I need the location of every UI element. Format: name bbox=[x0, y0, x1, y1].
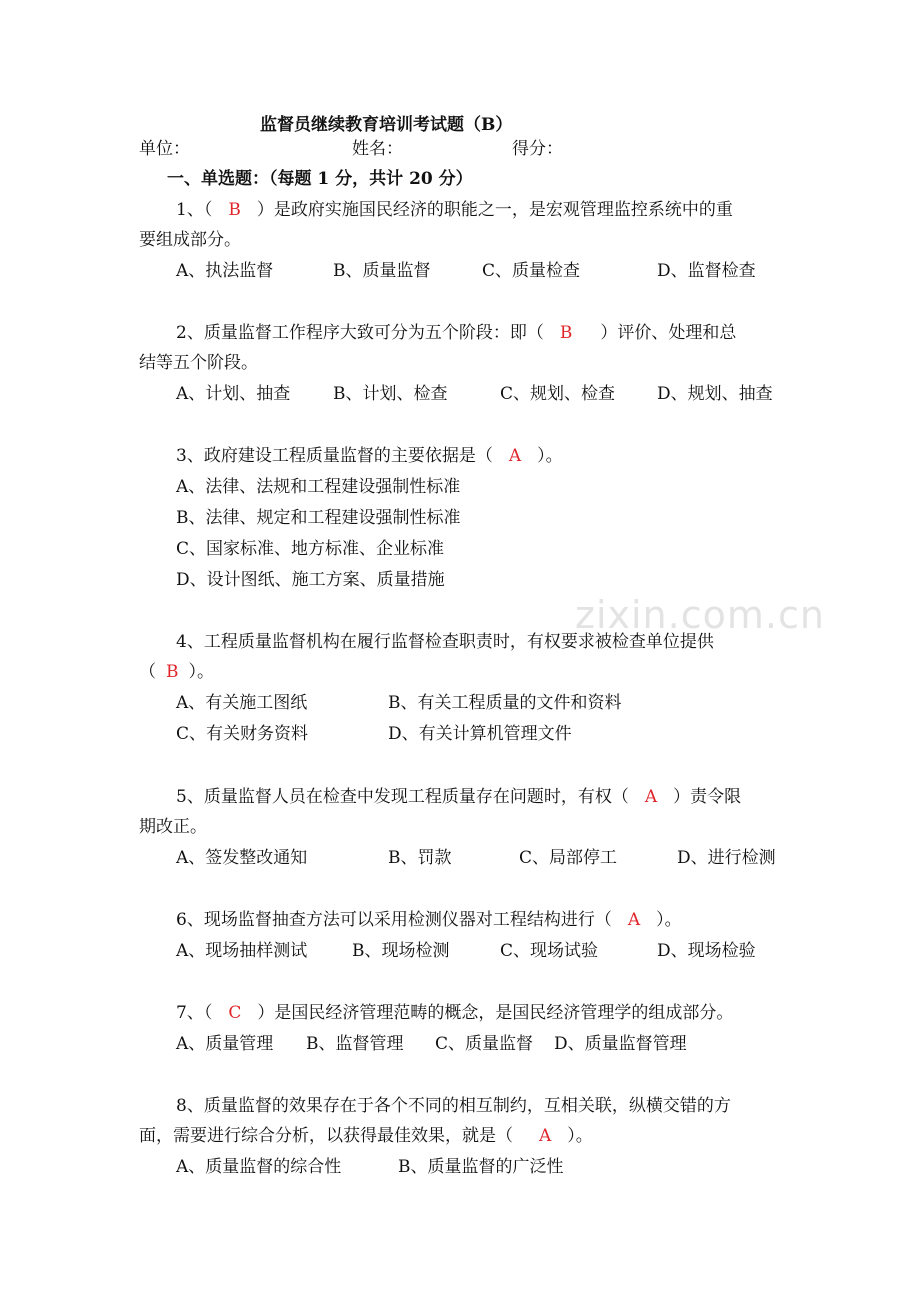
answer-1: B bbox=[228, 200, 241, 220]
question-8-line-1: 8、质量监督的效果存在于各个不同的相互制约，互相关联，纵横交错的方 bbox=[176, 1096, 731, 1116]
question-5-line-1: 5、质量监督人员在检查中发现工程质量存在问题时，有权（ A ）责令限 bbox=[176, 787, 742, 807]
option: B、质量监督的广泛性 bbox=[398, 1157, 564, 1177]
question-4-line-2: （ B ）。 bbox=[139, 662, 214, 682]
answer-8: A bbox=[539, 1126, 552, 1146]
question-6-line-1: 6、现场监督抽查方法可以采用检测仪器对工程结构进行（ A ）。 bbox=[176, 910, 682, 930]
option: A、法律、法规和工程建设强制性标准 bbox=[176, 477, 461, 497]
option: A、有关施工图纸 bbox=[176, 693, 308, 713]
option: B、监督管理 bbox=[306, 1034, 404, 1054]
answer-7: C bbox=[228, 1003, 242, 1023]
page-title: 监督员继续教育培训考试题（B） bbox=[260, 115, 513, 135]
answer-3: A bbox=[508, 446, 522, 466]
question-1-line-2: 要组成部分。 bbox=[139, 230, 241, 250]
option: D、进行检测 bbox=[677, 848, 776, 868]
option: A、执法监督 bbox=[176, 261, 274, 281]
option: D、规划、抽查 bbox=[657, 384, 773, 404]
option: B、现场检测 bbox=[352, 941, 450, 961]
option: C、规划、检查 bbox=[500, 384, 616, 404]
option: C、国家标准、地方标准、企业标准 bbox=[176, 539, 445, 559]
option: A、签发整改通知 bbox=[176, 848, 308, 868]
question-3-line-1: 3、政府建设工程质量监督的主要依据是（ A ）。 bbox=[176, 446, 563, 466]
question-2-line-1: 2、质量监督工作程序大致可分为五个阶段：即（ B ）评价、处理和总 bbox=[176, 323, 737, 343]
option: C、有关财务资料 bbox=[176, 724, 309, 744]
question-7-line-1: 7、（ C ）是国民经济管理范畴的概念，是国民经济管理学的组成部分。 bbox=[176, 1003, 734, 1023]
option: C、质量监督 bbox=[435, 1034, 534, 1054]
answer-5: A bbox=[644, 787, 658, 807]
option: A、现场抽样测试 bbox=[176, 941, 308, 961]
option: C、现场试验 bbox=[500, 941, 599, 961]
question-2-line-2: 结等五个阶段。 bbox=[139, 353, 258, 373]
question-5-line-2: 期改正。 bbox=[139, 817, 207, 837]
option: B、计划、检查 bbox=[333, 384, 448, 404]
score-label: 得分： bbox=[512, 139, 563, 159]
option: D、监督检查 bbox=[657, 261, 756, 281]
question-8-line-2: 面，需要进行综合分析，以获得最佳效果，就是（ A ）。 bbox=[139, 1126, 593, 1146]
option: B、罚款 bbox=[388, 848, 452, 868]
unit-label: 单位： bbox=[139, 139, 190, 159]
option: D、质量监督管理 bbox=[554, 1034, 687, 1054]
option: A、计划、抽查 bbox=[176, 384, 291, 404]
watermark: zixin.com.cn bbox=[575, 593, 825, 637]
option: B、法律、规定和工程建设强制性标准 bbox=[176, 508, 461, 528]
option: D、现场检验 bbox=[657, 941, 756, 961]
option: D、设计图纸、施工方案、质量措施 bbox=[176, 570, 445, 590]
option: D、有关计算机管理文件 bbox=[388, 724, 572, 744]
question-4-line-1: 4、工程质量监督机构在履行监督检查职责时，有权要求被检查单位提供 bbox=[176, 632, 714, 652]
option: C、质量检查 bbox=[482, 261, 581, 281]
answer-4: B bbox=[166, 662, 179, 682]
name-label: 姓名： bbox=[352, 139, 403, 159]
option: A、质量管理 bbox=[176, 1034, 274, 1054]
section-heading: 一、单选题：（每题 1 分，共计 20 分） bbox=[167, 169, 473, 189]
answer-6: A bbox=[627, 910, 641, 930]
option: B、有关工程质量的文件和资料 bbox=[388, 693, 622, 713]
option: C、局部停工 bbox=[519, 848, 618, 868]
option: A、质量监督的综合性 bbox=[176, 1157, 342, 1177]
question-1-line-1: 1、（ B ）是政府实施国民经济的职能之一，是宏观管理监控系统中的重 bbox=[176, 200, 733, 220]
option: B、质量监督 bbox=[333, 261, 431, 281]
answer-2: B bbox=[559, 323, 573, 343]
